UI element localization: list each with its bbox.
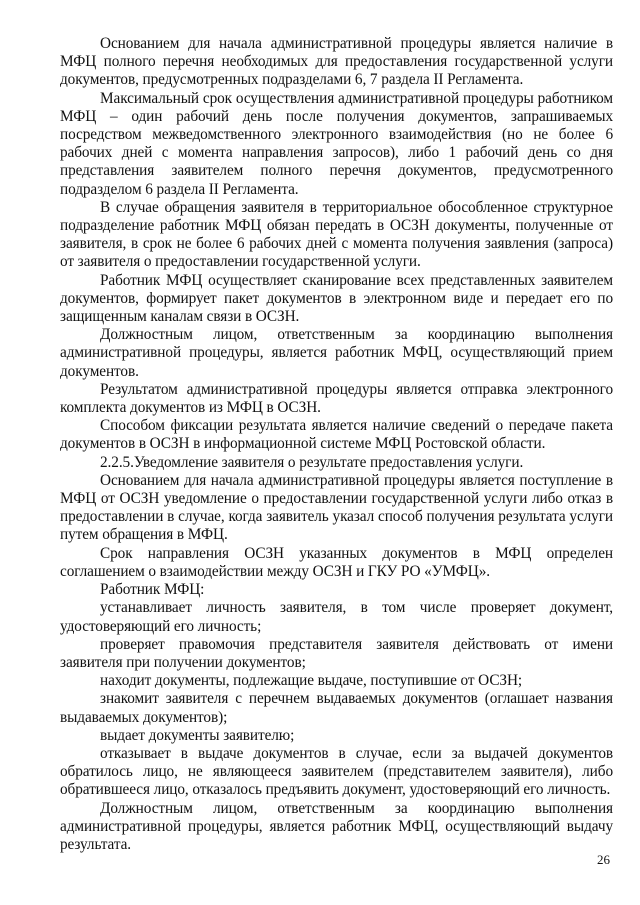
paragraph: Максимальный срок осуществления административной процедуры работником МФЦ – один рабочий день после получения документов, запрашиваемых посредством межведомственного электронного взаимодействия (но не более 6 рабочих дней с момента направления запросов), либо 1 рабочий день со дня представления заявителем полного перечня документов, предусмотренного подразделом 6 раздела II Регламента.: [60, 89, 613, 198]
paragraph: Способом фиксации результата является наличие сведений о передаче пакета документов в ОСЗН в информационной системе МФЦ Ростовской области.: [60, 417, 613, 453]
paragraph: Результатом административной процедуры является отправка электронного комплекта документов из МФЦ в ОСЗН.: [60, 380, 613, 417]
paragraph: Должностным лицом, ответственным за координацию выполнения административной процедуры, является работник МФЦ, осуществляющий выдачу результата.: [60, 799, 613, 853]
page-number: 26: [597, 852, 610, 867]
paragraph: Основанием для начала административной процедуры является наличие в МФЦ полного перечня необходимых для предоставления государственной услуги документов, предусмотренных подразделами 6, 7 раздела II Регламента.: [60, 35, 613, 89]
paragraph: Срок направления ОСЗН указанных документов в МФЦ определен соглашением о взаимодействии между ОСЗН и ГКУ РО «УМФЦ».: [60, 544, 613, 580]
list-item: проверяет правомочия представителя заявителя действовать от имени заявителя при получении документов;: [60, 635, 613, 671]
section-heading: 2.2.5.Уведомление заявителя о результате предоставления услуги.: [100, 453, 524, 471]
list-item: отказывает в выдаче документов в случае, если за выдачей документов обратилось лицо, не являющееся заявителем (представителем заявителя), либо обратившееся лицо, отказалось предъявить документ, удостоверяющий его личность.: [60, 744, 613, 799]
page-body: [60, 35, 613, 854]
paragraph: В случае обращения заявителя в территориальное обособленное структурное подразделение работник МФЦ обязан передать в ОСЗН документы, полученные от заявителя, в срок не более 6 рабочих дней с момента получения заявления (запроса) от заявителя о предоставлении государственной услуги.: [60, 198, 613, 271]
list-item: находит документы, подлежащие выдаче, поступившие от ОСЗН;: [100, 672, 523, 690]
paragraph: Основанием для начала административной процедуры является поступление в МФЦ от ОСЗН уведомление о предоставлении государственной услуги либо отказ в предоставлении в случае, когда заявитель указал способ получения результата услуги путем обращения в МФЦ.: [60, 471, 613, 544]
list-item: устанавливает личность заявителя, в том числе проверяет документ, удостоверяющий его личность;: [60, 599, 613, 635]
paragraph: Должностным лицом, ответственным за координацию выполнения административной процедуры, является работник МФЦ, осуществляющий прием документов.: [60, 326, 613, 380]
paragraph: Работник МФЦ:: [100, 581, 205, 599]
list-item: выдает документы заявителю;: [100, 726, 295, 744]
list-item: знакомит заявителя с перечнем выдаваемых документов (оглашает названия выдаваемых документов);: [60, 690, 613, 726]
paragraph: Работник МФЦ осуществляет сканирование всех представленных заявителем документов, формирует пакет документов в электронном виде и передает его по защищенным каналам связи в ОСЗН.: [60, 271, 613, 326]
